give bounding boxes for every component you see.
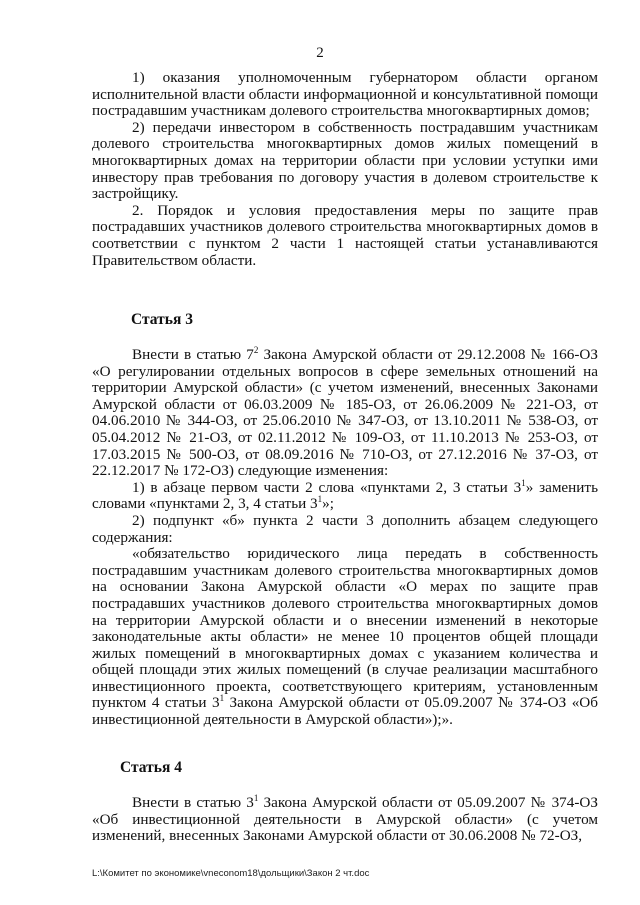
page-number: 2 <box>316 45 324 61</box>
top-section <box>92 70 598 269</box>
paragraph-item-2: 2) передачи инвестором в собственность пострадавшим участникам долевого строительства многоквартирных домов жилых помещений в многоквартирных домах на территории области при условии уступки ими инвестору прав требования по договору участия в долевом строительстве к застройщику. <box>92 118 598 203</box>
article-4-intro: Внести в статью $3^1$ Закона Амурской области от 05.09.2007 № 374-ОЗ «Об инвестиционной деятельности в Амурской области» (с учетом изменений, внесенных Законами Амурской области от 30.06.2008 № 72-ОЗ, <box>92 793 598 845</box>
article-4-heading: Статья 4 <box>120 759 182 776</box>
article-3-intro: Внести в статью $7^2$ Закона Амурской области от 29.12.2008 № 166-ОЗ «О регулировании отдельных вопросов в сфере земельных отношений на территории Амурской области» (с учетом изменений, внесенных Законами Амурской области от 06.03.2009 № 185-ОЗ, от 26.06.2009 № 221-ОЗ, от 04.06.2010 № 344-ОЗ, от 25.06.2010 № 347-ОЗ, от 13.10.2011 № 538-ОЗ, от 05.04.2012 № 21-ОЗ, от 02.11.2012 № 109-ОЗ, от 11.10.2013 № 253-ОЗ, от 17.03.2015 № 500-ОЗ, от 08.09.2016 № 710-ОЗ, от 27.12.2016 № 37-ОЗ, от 22.12.2017 № 172-ОЗ) следующие изменения: <box>92 345 598 480</box>
article-4-body <box>92 795 598 845</box>
article-3-item-2: 2) подпункт «б» пункта 2 части 3 дополнить абзацем следующего содержания: <box>92 511 598 546</box>
paragraph-part-2: 2. Порядок и условия предоставления меры по защите прав пострадавших участников долевого строительства многоквартирных домов в соответствии с пунктом 2 части 1 настоящей статьи устанавливаются Правительством области. <box>92 201 598 269</box>
article-3-quote: «обязательство юридического лица передать в собственность пострадавшим участникам долевого строительства многоквартирных домов на основании Закона Амурской области «О мерах по защите прав пострадавших участников долевого строительства многоквартирных домов на территории Амурской области и о внесении изменений в некоторые законодательные акты области» не менее 10 процентов общей площади жилых помещений в многоквартирных домах с указанием количества и общей площади этих жилых помещений (в случае реализации масштабного инвестиционного проекта, соответствующего критериям, установленным пунктом 4 статьи $3^1$ Закона Амурской области от 05.09.2007 № 374-ОЗ «Об инвестиционной деятельности в Амурской области»);». <box>92 545 599 729</box>
article-3-heading: Статья 3 <box>131 311 193 328</box>
paragraph-item-1: 1) оказания уполномоченным губернатором области органом исполнительной власти области информационной и консультативной помощи пострадавшим участникам долевого строительства многоквартирных домов; <box>92 69 598 120</box>
article-3-item-1: 1) в абзаце первом части 2 слова «пунктами 2, 3 статьи $3^1$» заменить словами «пунктами 2, 3, 4 статьи $3^1$»; <box>92 477 598 513</box>
file-path-footer: L:\Комитет по экономике\vneconom18\дольщики\Закон 2 чт.doc <box>92 868 370 879</box>
article-3-body <box>92 347 598 729</box>
